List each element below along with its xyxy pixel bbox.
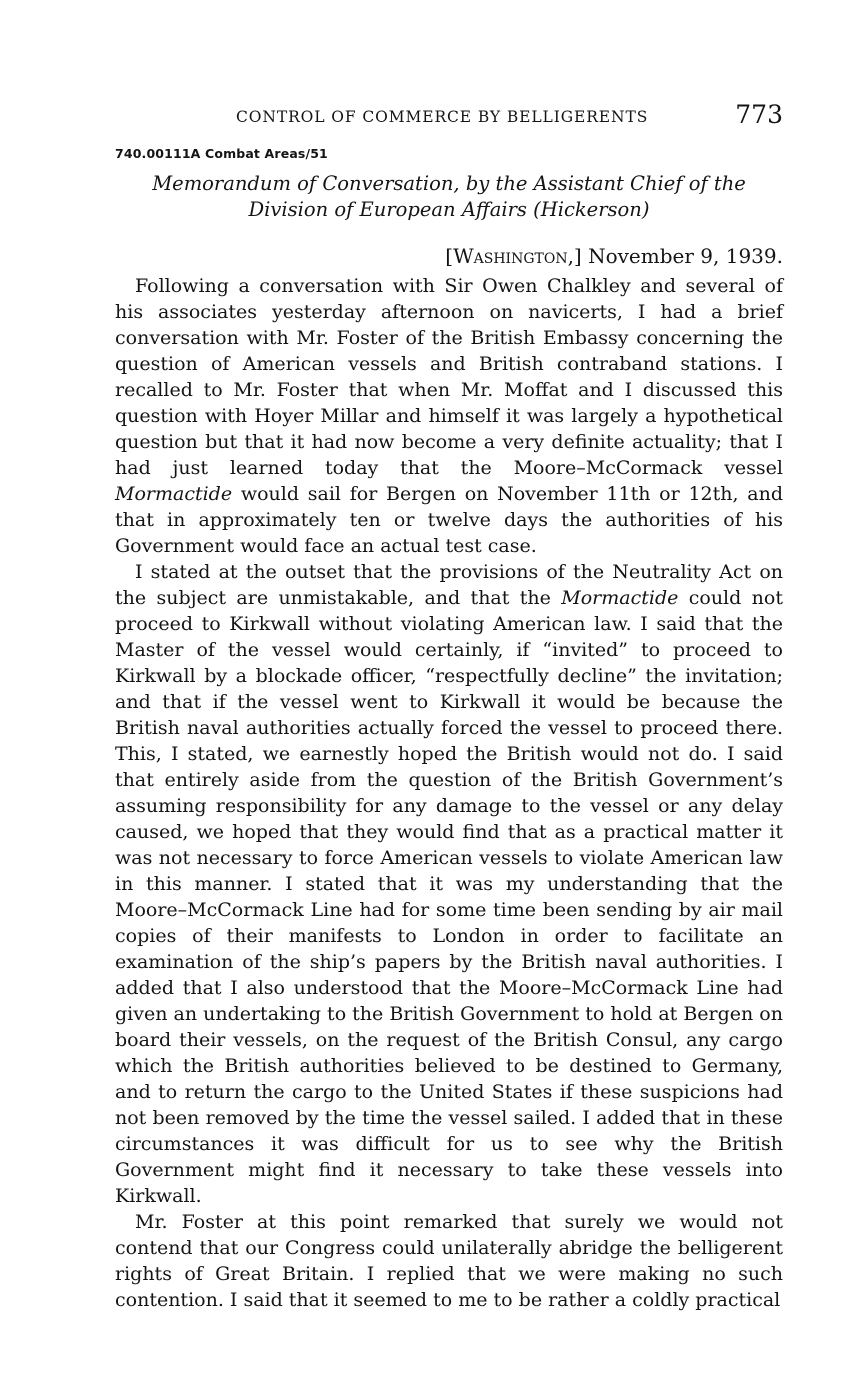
paragraph-1-text-a: Following a conversation with Sir Owen Chalkley and several of his associates yesterday afternoon on navicerts, I had a brief conversation with Mr. Foster of the British Embassy concerning the question of American vessels and British contraband stations. I recalled to Mr. Foster that when Mr. Moffat and I discussed this question with Hoyer Millar and himself it was largely a hypothetical question but that it had now become a very definite actuality; that I had just learned today that the Moore–McCormack vessel xyxy=(115,275,783,479)
running-header xyxy=(115,100,783,134)
dateline-place: [Washington,] xyxy=(445,244,582,268)
memo-title: Memorandum of Conversation, by the Assistant Chief of the Division of European Affairs (Hickerson) xyxy=(152,172,746,221)
file-reference: 740.00111A Combat Areas/51 xyxy=(115,146,328,161)
memo-body xyxy=(115,273,783,1313)
paragraph-2-text-b: could not proceed to Kirkwall without violating American law. I said that the Master of the vessel would certainly, if “invited” to proceed to Kirkwall by a blockade officer, “respectfully decline” the invitation; and that if the vessel went to Kirkwall it would be because the British naval authorities actually forced the vessel to proceed there. This, I stated, we earnestly hoped the British would not do. I said that entirely aside from the question of the British Government’s assuming responsibility for any damage to the vessel or any delay caused, we hoped that they would find that as a practical matter it was not necessary to force American vessels to violate American law in this manner. I stated that it was my understanding that the Moore–McCormack Line had for some time been sending by air mail copies of their manifests to London in order to facilitate an examination of the ship’s papers by the British naval authorities. I added that I also understood that the Moore–McCormack Line had given an undertaking to the British Government to hold at Bergen on board their vessels, on the request of the British Consul, any cargo which the British authorities believed to be destined to Germany, and to return the cargo to the United States if these suspicions had not been removed by the time the vessel sailed. I added that in these circumstances it was difficult for us to see why the British Government might find it necessary to take these vessels into Kirkwall. xyxy=(115,587,783,1207)
dateline xyxy=(115,243,783,269)
document-page xyxy=(115,100,783,1313)
ship-name-mormactide: Mormactide xyxy=(115,483,233,505)
running-title: CONTROL OF COMMERCE BY BELLIGERENTS xyxy=(236,108,649,126)
paragraph-1-text-b: would sail for Bergen on November 11th or 12th, and that in approximately ten or twelve days the authorities of his Government would face an actual test case. xyxy=(115,483,783,557)
page-number: 773 xyxy=(735,100,783,129)
paragraph-3: Mr. Foster at this point remarked that surely we would not contend that our Congress could unilaterally abridge the belligerent rights of Great Britain. I replied that we were making no such contention. I said that it seemed to me to be rather a coldly practical xyxy=(115,1211,783,1311)
dateline-date: November 9, 1939. xyxy=(588,244,783,268)
paragraph-1 xyxy=(115,273,783,559)
paragraph-2 xyxy=(115,559,783,1209)
ship-name-mormactide: Mormactide xyxy=(561,587,679,609)
paragraph-2-text-a: I stated at the outset that the provisions of the Neutrality Act on the subject are unmistakable, and that the xyxy=(115,561,783,609)
